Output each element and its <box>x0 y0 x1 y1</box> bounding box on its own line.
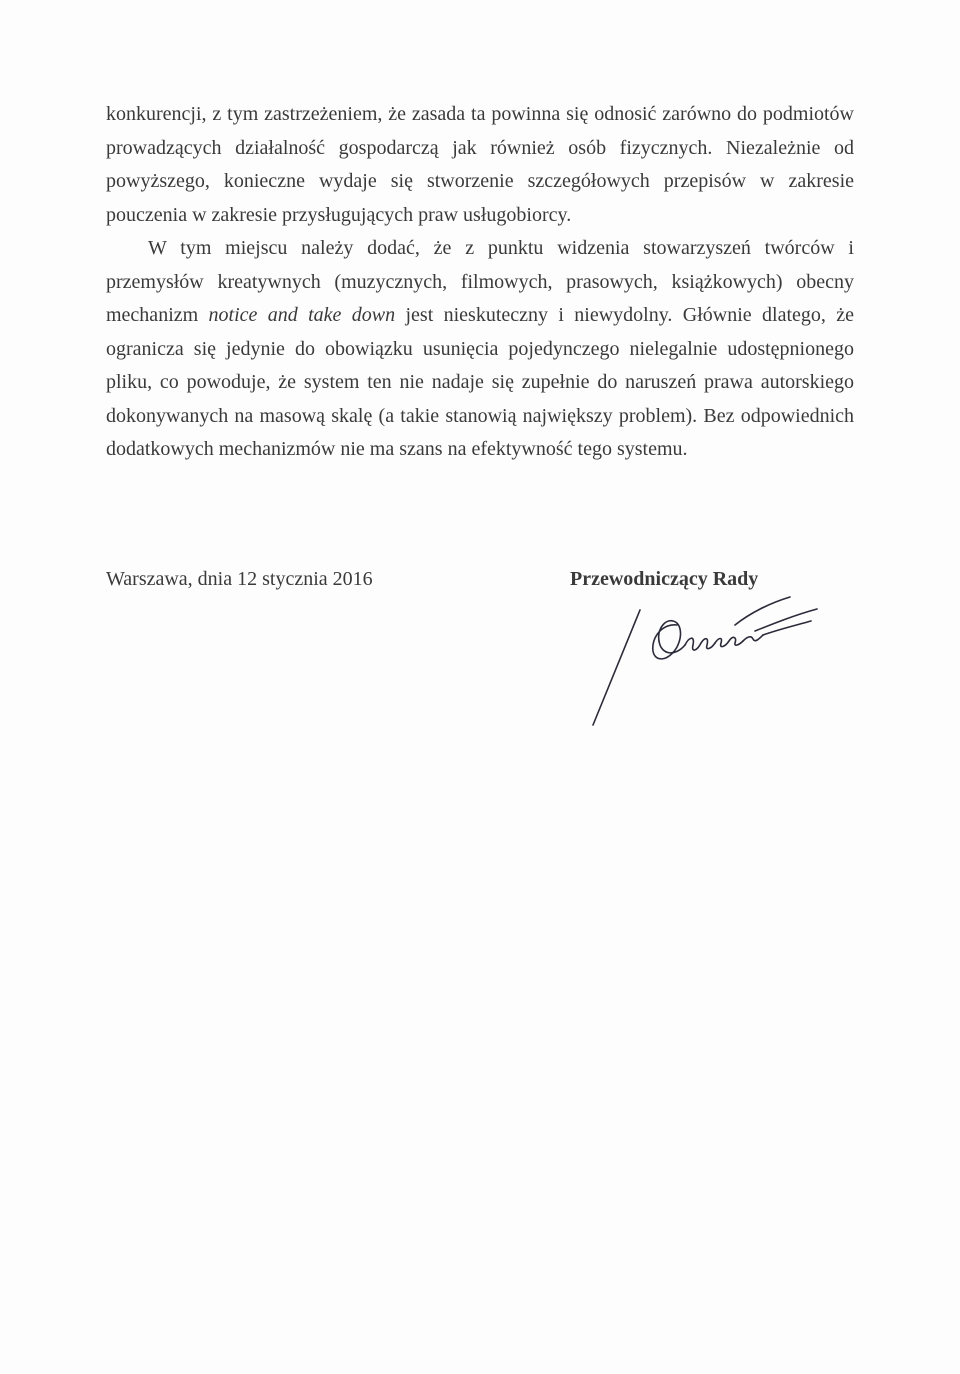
paragraph-notice-and-take-down <box>106 232 854 467</box>
paragraph-continuation: konkurencji, z tym zastrzeżeniem, że zasada ta powinna się odnosić zarówno do podmiotów prowadzących działalność gospodarczą jak również osób fizycznych. Niezależnie od powyższego, konieczne wydaje się stworzenie szczegółowych przepisów w zakresie pouczenia w zakresie przysługujących praw usługobiorcy. <box>106 103 854 226</box>
paragraph-text-start: W tym miejscu należy dodać, że z punktu widzenia stowarzyszeń twórców i przemysłów kreatywnych (muzycznych, filmowych, prasowych, książkowych) obecny mechanizm <box>106 237 854 326</box>
paragraph-text-end: jest nieskuteczny i niewydolny. Głównie dlatego, że ogranicza się jedynie do obowiązku usunięcia pojedynczego nielegalnie udostępnionego pliku, co powoduje, że system ten nie nadaje się zupełnie do naruszeń prawa autorskiego dokonywanych na masową skalę (a takie stanowią największy problem). Bez odpowiednich dodatkowych mechanizmów nie ma szans na efektywność tego systemu. <box>106 304 854 460</box>
place-and-date: Warszawa, dnia 12 stycznia 2016 <box>106 568 373 590</box>
italic-term: notice and take down <box>208 304 396 326</box>
document-body <box>106 98 854 467</box>
signatory-title: Przewodniczący Rady <box>570 568 759 590</box>
signature-icon <box>585 585 845 735</box>
